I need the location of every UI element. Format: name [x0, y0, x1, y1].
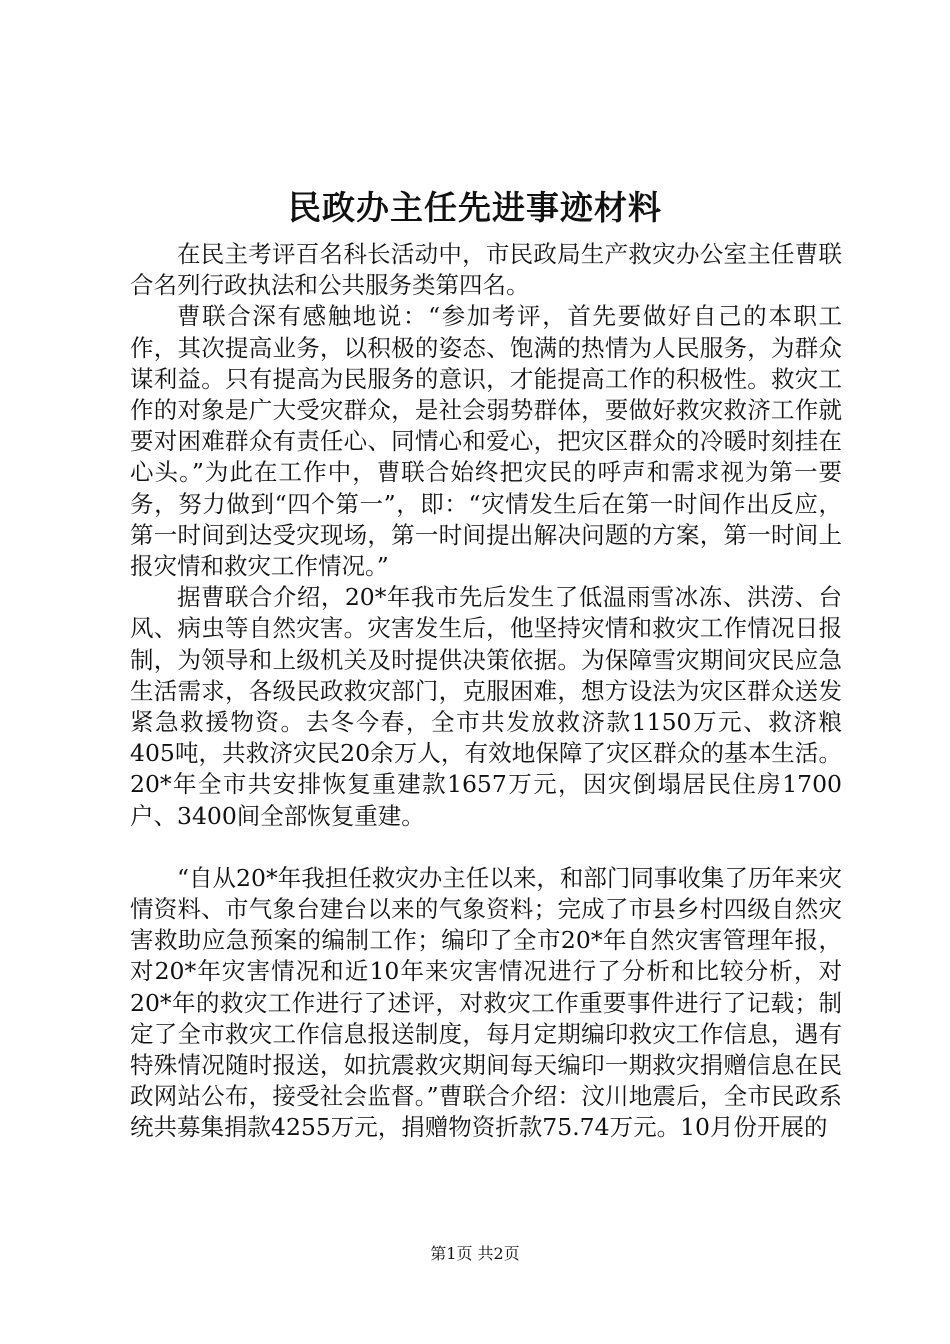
paragraph-intro: 在民主考评百名科长活动中，市民政局生产救灾办公室主任曹联合名列行政执法和公共服务类第四名。 — [130, 240, 842, 300]
page-number-footer: 第1页 共2页 — [430, 1244, 520, 1263]
paragraph-work-summary: “自从20*年我担任救灾办主任以来，和部门同事收集了历年来灾情资料、市气象台建台以来的气象资料；完成了市县乡村四级自然灾害救助应急预案的编制工作；编印了全市20*年自然灾害管理年报，对20*年灾害情况和近10年来灾害情况进行了分析和比较分析，对20*年的救灾工作进行了述评，对救灾工作重要事件进行了记载；制定了全市救灾工作信息报送制度，每月定期编印救灾工作信息，遇有特殊情况随时报送，如抗震救灾期间每天编印一期救灾捐赠信息在民政网站公布，接受社会监督。”曹联合介绍：汶川地震后，全市民政系统共募集捐款4255万元，捐赠物资折款75.74万元。10月份开展的 — [130, 863, 842, 1142]
document-title: 民政办主任先进事迹材料 — [288, 188, 662, 227]
paragraph-quote-service: 曹联合深有感触地说：“参加考评，首先要做好自己的本职工作，其次提高业务，以积极的姿态、饱满的热情为人民服务，为群众谋利益。只有提高为民服务的意识，才能提高工作的积极性。救灾工作的对象是广大受灾群众，是社会弱势群体，要做好救灾救济工作就要对困难群众有责任心、同情心和爱心，把灾区群众的冷暖时刻挂在心头。”为此在工作中，曹联合始终把灾民的呼声和需求视为第一要务，努力做到“四个第一”，即：“灾情发生后在第一时间作出反应，第一时间到达受灾现场，第一时间提出解决问题的方案，第一时间上报灾情和救灾工作情况。” — [130, 302, 842, 581]
document-body — [130, 239, 842, 1144]
paragraph-disaster-relief: 据曹联合介绍，20*年我市先后发生了低温雨雪冰冻、洪涝、台风、病虫等自然灾害。灾害发生后，他坚持灾情和救灾工作情况日报制，为领导和上级机关及时提供决策依据。为保障雪灾期间灾民应急生活需求，各级民政救灾部门，克服困难，想方设法为灾区群众送发紧急救援物资。去冬今春，全市共发放救济款1150万元、救济粮405吨，共救济灾民20余万人，有效地保障了灾区群众的基本生活。20*年全市共安排恢复重建款1657万元，因灾倒塌居民住房1700户、3400间全部恢复重建。 — [130, 583, 842, 830]
